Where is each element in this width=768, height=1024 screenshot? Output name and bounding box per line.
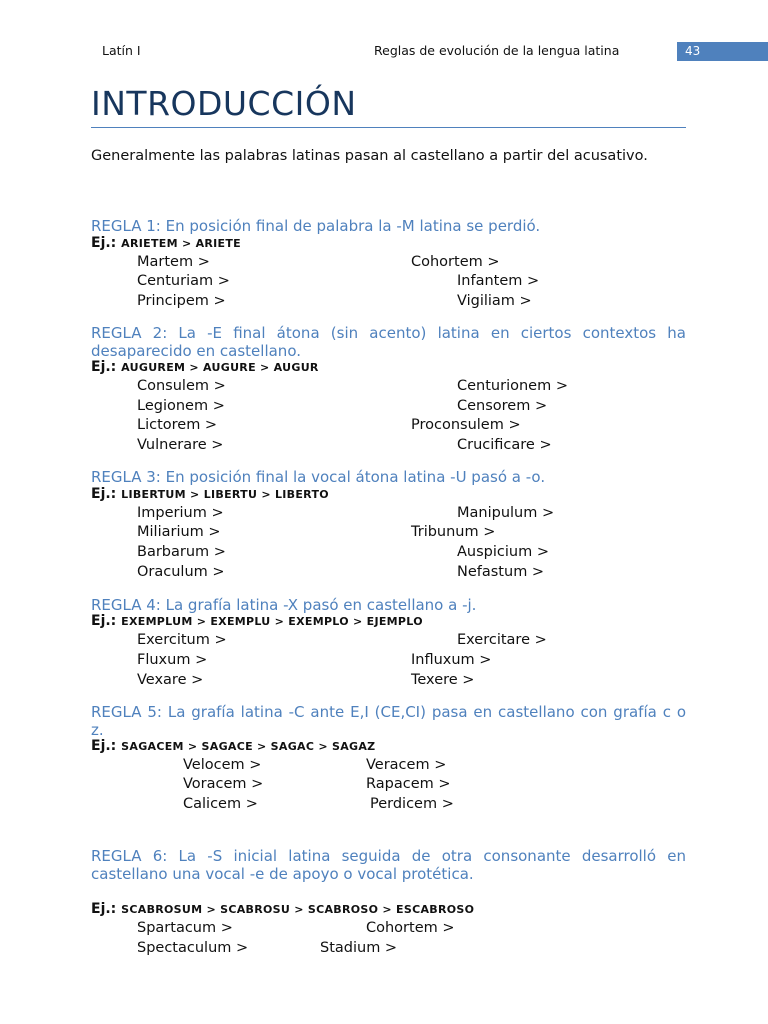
word-item: Perdicem > (370, 796, 454, 812)
rule-4-example (91, 613, 423, 629)
word-item: Centurionem > (457, 378, 568, 394)
word-item: Vigiliam > (457, 293, 532, 309)
word-item: Voracem > (183, 776, 264, 792)
example-text: SCABROSUM > SCABROSU > SCABROSO > ESCABROSO (121, 903, 475, 916)
example-label: Ej.: (91, 235, 117, 251)
word-item: Crucificare > (457, 437, 552, 453)
word-item: Calicem > (183, 796, 258, 812)
word-item: Rapacem > (366, 776, 451, 792)
rule-4-title: REGLA 4: La grafía latina -X pasó en castellano a -j. (91, 596, 477, 614)
word-item: Fluxum > (137, 652, 208, 668)
word-item: Infantem > (457, 273, 540, 289)
word-item: Vexare > (137, 672, 204, 688)
word-item: Veracem > (366, 757, 447, 773)
rule-1-example (91, 235, 241, 251)
word-item: Tribunum > (411, 524, 496, 540)
rule-2-example (91, 359, 319, 375)
word-item: Spartacum > (137, 920, 233, 936)
word-item: Influxum > (411, 652, 492, 668)
word-item: Centuriam > (137, 273, 230, 289)
word-item: Nefastum > (457, 564, 545, 580)
word-item: Oraculum > (137, 564, 225, 580)
word-item: Auspicium > (457, 544, 549, 560)
word-item: Consulem > (137, 378, 226, 394)
word-item: Lictorem > (137, 417, 218, 433)
rule-1-title: REGLA 1: En posición final de palabra la -M latina se perdió. (91, 217, 541, 235)
word-item: Censorem > (457, 398, 548, 414)
word-item: Principem > (137, 293, 226, 309)
rule-6-example (91, 901, 474, 917)
word-item: Exercitare > (457, 632, 547, 648)
word-item: Manipulum > (457, 505, 555, 521)
word-item: Legionem > (137, 398, 225, 414)
word-item: Exercitum > (137, 632, 227, 648)
intro-paragraph: Generalmente las palabras latinas pasan al castellano a partir del acusativo. (91, 148, 648, 164)
example-label: Ej.: (91, 359, 117, 375)
example-text: SAGACEM > SAGACE > SAGAC > SAGAZ (121, 740, 376, 753)
word-item: Vulnerare > (137, 437, 224, 453)
word-item: Stadium > (320, 940, 398, 956)
page-title: INTRODUCCIÓN (91, 84, 357, 123)
word-item: Spectaculum > (137, 940, 249, 956)
rule-3-title: REGLA 3: En posición final la vocal átona latina -U pasó a -o. (91, 468, 546, 486)
example-label: Ej.: (91, 738, 117, 754)
word-item: Cohortem > (411, 254, 500, 270)
word-item: Martem > (137, 254, 210, 270)
rule-5-title: REGLA 5: La grafía latina -C ante E,I (CE,CI) pasa en castellano con grafía c o z. (91, 703, 686, 739)
example-label: Ej.: (91, 901, 117, 917)
rule-6-title: REGLA 6: La -S inicial latina seguida de otra consonante desarrolló en castellano una vocal -e de apoyo o vocal protética. (91, 847, 686, 883)
example-text: ARIETEM > ARIETE (121, 237, 241, 250)
word-item: Imperium > (137, 505, 224, 521)
word-item: Cohortem > (366, 920, 455, 936)
rule-3-example (91, 486, 329, 502)
word-item: Proconsulem > (411, 417, 521, 433)
page-number: 43 (685, 44, 701, 58)
title-underline (91, 127, 686, 128)
rule-2-title: REGLA 2: La -E final átona (sin acento) latina en ciertos contextos ha desaparecido en castellano. (91, 324, 686, 360)
word-item: Velocem > (183, 757, 262, 773)
example-label: Ej.: (91, 613, 117, 629)
word-item: Texere > (411, 672, 475, 688)
example-text: LIBERTUM > LIBERTU > LIBERTO (121, 488, 329, 501)
page-number-box (677, 42, 768, 61)
header-course: Latín I (102, 43, 141, 58)
word-item: Miliarium > (137, 524, 221, 540)
example-text: AUGUREM > AUGURE > AUGUR (121, 361, 319, 374)
rule-5-example (91, 738, 375, 754)
word-item: Barbarum > (137, 544, 226, 560)
example-label: Ej.: (91, 486, 117, 502)
header-chapter-title: Reglas de evolución de la lengua latina (374, 43, 620, 58)
example-text: EXEMPLUM > EXEMPLU > EXEMPLO > EJEMPLO (121, 615, 423, 628)
